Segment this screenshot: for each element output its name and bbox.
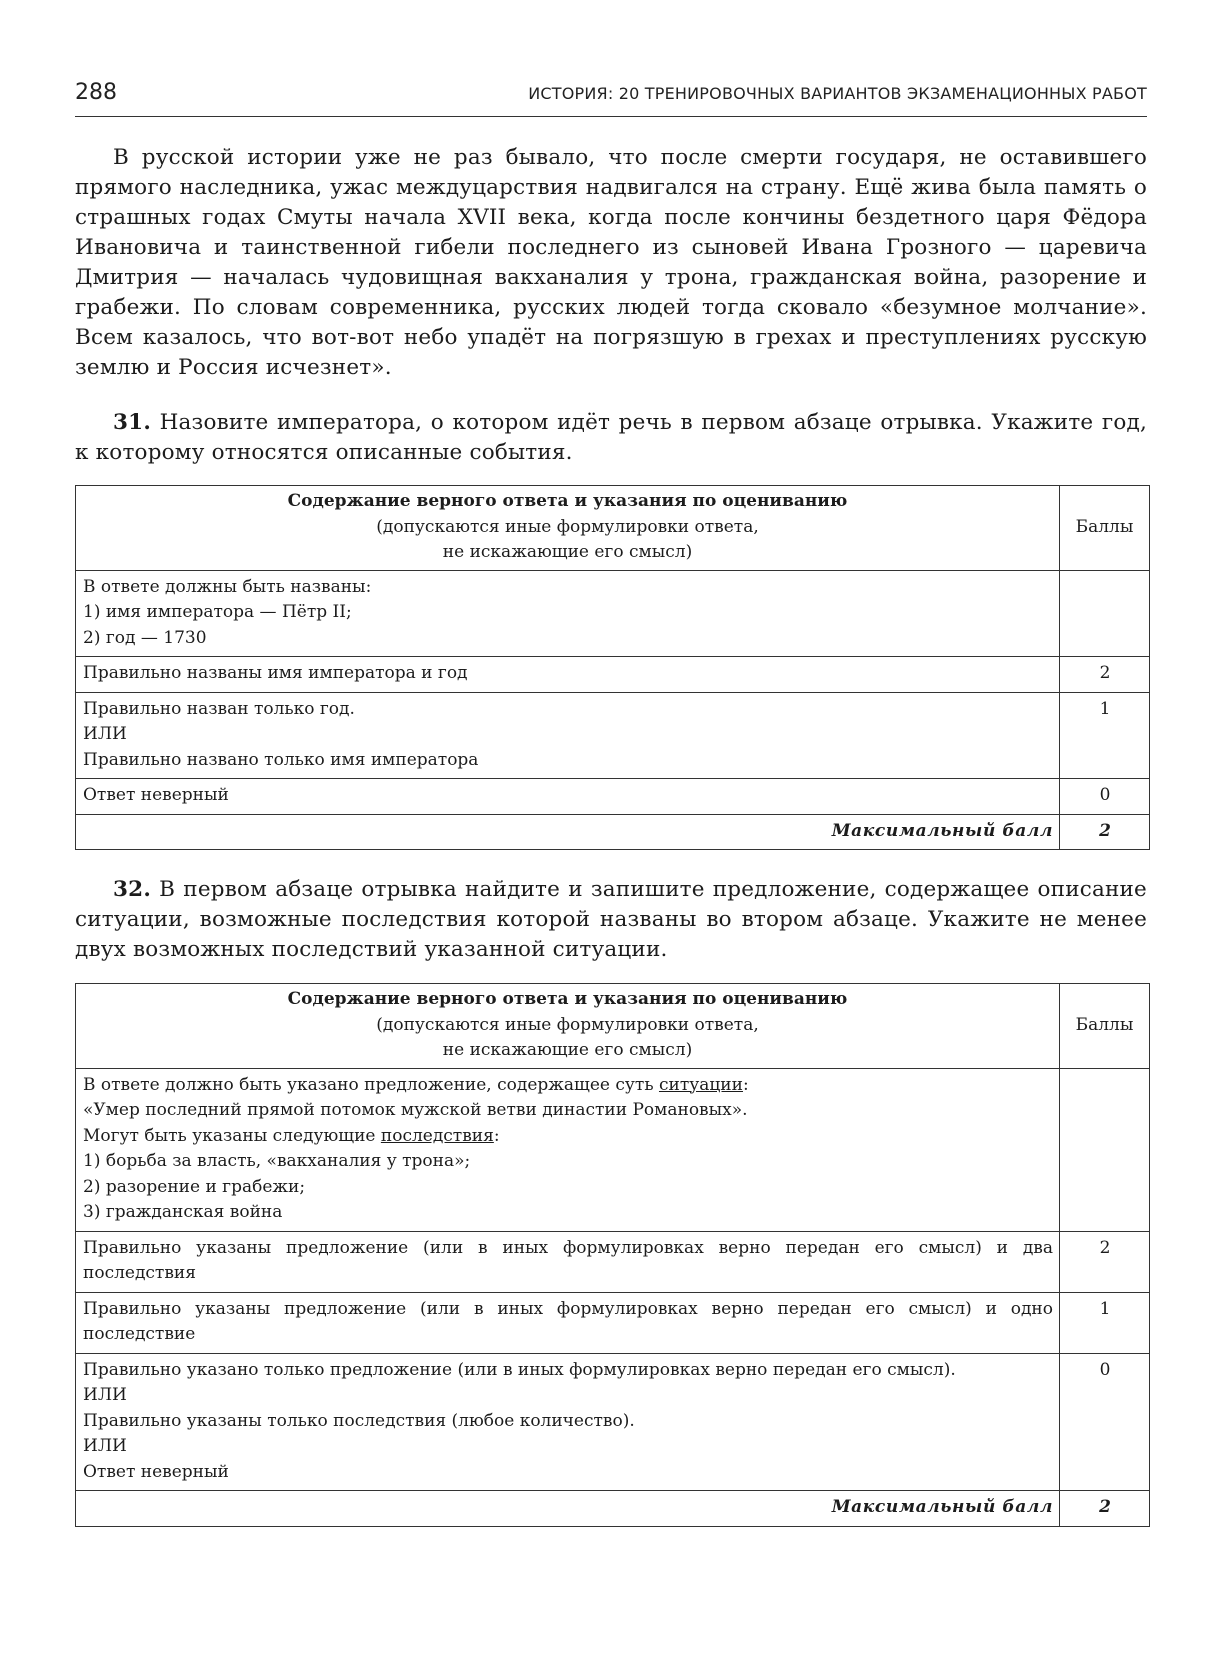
criterion-text: Правильно назван только год. xyxy=(83,698,355,719)
max-score-label: Максимальный балл xyxy=(76,814,1060,850)
answer-line-text: : xyxy=(493,1125,500,1146)
score-cell-empty xyxy=(1060,1068,1150,1231)
table-header-title: Содержание верного ответа и указания по оцениванию xyxy=(287,989,848,1009)
answer-line xyxy=(83,1124,1053,1150)
question-32-text: В первом абзаце отрывка найдите и запишите предложение, содержащее описание ситуации, возможные последствия которой названы во втором абзаце. Укажите не менее двух возможных последствий указанной ситуации. xyxy=(75,877,1147,962)
answer-item: 1) борьба за власть, «вакханалия у трона»; xyxy=(83,1151,471,1171)
criterion-text: ИЛИ xyxy=(83,1436,127,1456)
max-score-label: Максимальный балл xyxy=(76,1491,1060,1527)
intro-paragraph: В русской истории уже не раз бывало, что после смерти государя, не оставившего прямого наследника, ужас междуцарствия надвигался на страну. Ещё жива была память о страшных годах Смуты начала XVII века, когда после кончины бездетного царя Фёдора Ивановича и таинственной гибели последнего из сыновей Ивана Грозного — царевича Дмитрия — началась чудовищная вакханалия у трона, гражданская война, разорение и грабежи. По словам современника, русских людей тогда сковало «безумное молчание». Всем казалось, что вот-вот небо упадёт на погрязшую в грехах и преступлениях русскую землю и Россия исчезнет». xyxy=(75,145,1147,380)
table-row-criterion xyxy=(76,692,1150,779)
max-score-value: 2 xyxy=(1060,1491,1150,1527)
question-31-text: Назовите императора, о котором идёт речь в первом абзаце отрывка. Укажите год, к которому относятся описанные события. xyxy=(75,410,1147,465)
question-31-number: 31. xyxy=(113,410,152,435)
answer-item: 3) гражданская война xyxy=(83,1202,283,1222)
score-cell: 1 xyxy=(1060,692,1150,779)
score-cell-empty xyxy=(1060,570,1150,657)
criterion-cell xyxy=(76,657,1060,693)
criterion-text: Ответ неверный xyxy=(83,1461,229,1482)
table-header-score: Баллы xyxy=(1060,486,1150,571)
question-31 xyxy=(75,408,1147,468)
table-header-content xyxy=(76,984,1060,1069)
table-header-content xyxy=(76,486,1060,571)
table-row-answer xyxy=(76,570,1150,657)
criterion-text: Правильно указаны только последствия (любое количество). xyxy=(83,1410,635,1431)
answer-underlined-term: последствия xyxy=(380,1125,494,1146)
question-31-grading-table xyxy=(75,485,1150,850)
answer-line: «Умер последний прямой потомок мужской ветви династии Романовых». xyxy=(83,1100,748,1120)
running-title: ИСТОРИЯ: 20 ТРЕНИРОВОЧНЫХ ВАРИАНТОВ ЭКЗАМЕНАЦИОННЫХ РАБОТ xyxy=(528,84,1147,103)
score-cell: 0 xyxy=(1060,1353,1150,1491)
table-header-subtitle: не искажающие его смысл) xyxy=(442,542,693,562)
table-header-row xyxy=(76,984,1150,1069)
table-header-row xyxy=(76,486,1150,571)
table-header-title: Содержание верного ответа и указания по оцениванию xyxy=(287,491,848,511)
table-row-criterion xyxy=(76,1292,1150,1353)
criterion-cell: Правильно указаны предложение (или в иных формулировках верно передан его смысл) и одно последствие xyxy=(76,1292,1060,1353)
score-cell: 1 xyxy=(1060,1292,1150,1353)
answer-item: 2) разорение и грабежи; xyxy=(83,1176,306,1197)
criterion-text: Ответ неверный xyxy=(83,785,229,805)
answer-line-text: Могут быть указаны следующие xyxy=(83,1125,381,1146)
criterion-cell xyxy=(76,779,1060,815)
answer-cell xyxy=(76,1068,1060,1231)
table-row-criterion xyxy=(76,1231,1150,1292)
table-header-subtitle: (допускаются иные формулировки ответа, xyxy=(376,516,759,537)
question-32-grading-table xyxy=(75,983,1150,1527)
criterion-text: ИЛИ xyxy=(83,724,127,744)
page-header xyxy=(75,76,1147,117)
criterion-text: Правильно названы имя императора и год xyxy=(83,663,468,683)
page-number: 288 xyxy=(75,80,117,105)
score-cell: 2 xyxy=(1060,657,1150,693)
answer-line-text: : xyxy=(742,1074,749,1095)
answer-line xyxy=(83,1073,1053,1099)
criterion-cell: Правильно указаны предложение (или в иных формулировках верно передан его смысл) и два последствия xyxy=(76,1231,1060,1292)
table-header-score: Баллы xyxy=(1060,984,1150,1069)
table-row-max-score xyxy=(76,1491,1150,1527)
answer-line: 2) год — 1730 xyxy=(83,627,207,648)
table-header-subtitle: не искажающие его смысл) xyxy=(442,1040,693,1060)
answer-line: В ответе должны быть названы: xyxy=(83,576,372,597)
table-row-criterion xyxy=(76,1353,1150,1491)
score-cell: 0 xyxy=(1060,779,1150,815)
answer-line: 1) имя императора — Пётр II; xyxy=(83,602,352,622)
score-cell: 2 xyxy=(1060,1231,1150,1292)
question-32-number: 32. xyxy=(113,877,152,902)
table-row-criterion xyxy=(76,779,1150,815)
answer-cell xyxy=(76,570,1060,657)
answer-underlined-term: ситуации xyxy=(658,1074,743,1095)
criterion-cell xyxy=(76,692,1060,779)
criterion-text: Правильно названо только имя императора xyxy=(83,749,479,770)
table-header-subtitle: (допускаются иные формулировки ответа, xyxy=(376,1014,759,1035)
criterion-text: Правильно указано только предложение (или в иных формулировках верно передан его смысл). xyxy=(83,1359,956,1380)
criterion-text: ИЛИ xyxy=(83,1385,127,1405)
max-score-value: 2 xyxy=(1060,814,1150,850)
table-row-max-score xyxy=(76,814,1150,850)
table-row-criterion xyxy=(76,657,1150,693)
table-row-answer xyxy=(76,1068,1150,1231)
question-32 xyxy=(75,875,1147,965)
answer-line-text: В ответе должно быть указано предложение, содержащее суть xyxy=(83,1074,659,1095)
criterion-cell xyxy=(76,1353,1060,1491)
